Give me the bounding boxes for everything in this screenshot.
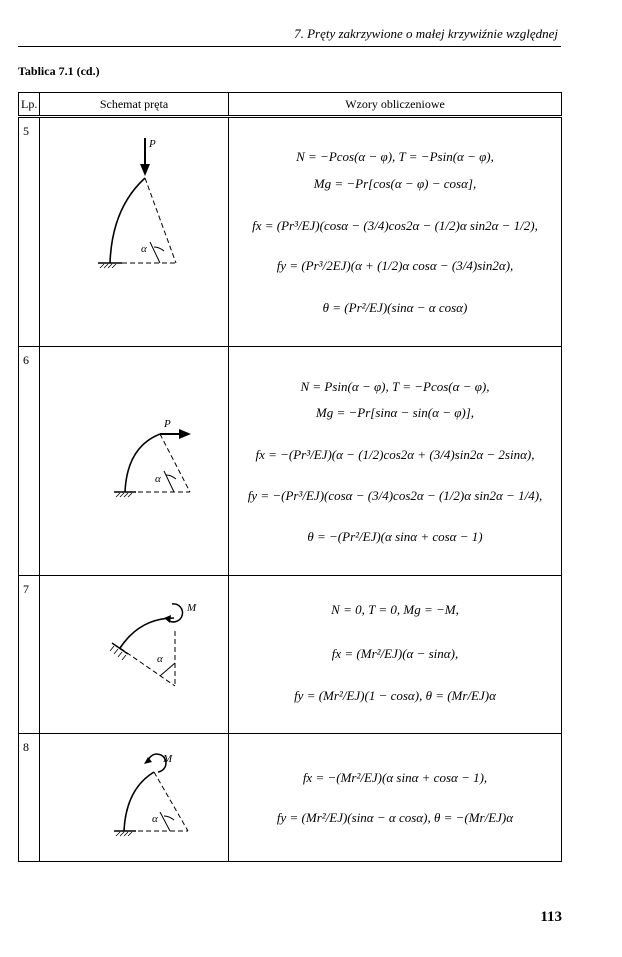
curved-beam-diagram (40, 576, 228, 734)
formula-line: fx = −(Mr²/EJ)(α sinα + cosα − 1), (302, 770, 488, 785)
formulas-cell (229, 734, 562, 862)
page-number: 113 (540, 909, 562, 925)
beam-scheme (40, 734, 229, 862)
running-header: 7. Pręty zakrzywione o małej krzywiźnie względnej (294, 26, 558, 41)
row-number: 6 (19, 347, 40, 576)
angle-label: α (157, 653, 163, 665)
load-label: M (187, 602, 197, 614)
formula-line: fy = (Mr²/EJ)(sinα − α cosα), θ = −(Mr/EJ)α (276, 810, 514, 825)
row-number: 8 (19, 734, 40, 862)
formula-line: Mg = −Pr[sinα − sin(α − φ)], (315, 405, 475, 420)
formulas-cell (229, 347, 562, 576)
formulas-cell (229, 117, 562, 347)
formula-line: N = Psin(α − φ), T = −Pcos(α − φ), (300, 379, 490, 394)
table-row (19, 347, 562, 576)
table-row (19, 117, 562, 347)
load-arrow (140, 164, 150, 176)
curved-beam-diagram (40, 734, 228, 862)
load-arrow (179, 429, 191, 439)
fixed-support-hatch (110, 643, 128, 660)
formula-line: θ = −(Pr²/EJ)(α sinα + cosα − 1) (307, 529, 483, 544)
col-header-formulas: Wzory obliczeniowe (229, 93, 562, 117)
beam-scheme (40, 576, 229, 734)
load-label: M (163, 753, 173, 765)
formula-table (18, 92, 562, 862)
formula-line: fy = −(Pr³/EJ)(cosα − (3/4)cos2α − (1/2)α sin2α − 1/4), (247, 488, 543, 503)
formula-line: fy = (Mr²/EJ)(1 − cosα), θ = (Mr/EJ)α (294, 688, 496, 703)
beam-scheme (40, 117, 229, 347)
row-number: 7 (19, 576, 40, 734)
fixed-support-hatch (116, 493, 132, 497)
formula-line: Mg = −Pr[cos(α − φ) − cosα], (313, 176, 477, 191)
formulas-cell (229, 576, 562, 734)
formula-line: fx = −(Pr³/EJ)(α − (1/2)cos2α + (3/4)sin2α − 2sinα), (255, 447, 535, 462)
table-row (19, 734, 562, 862)
load-label: P (164, 418, 171, 430)
formula-line: fx = (Pr³/EJ)(cosα − (3/4)cos2α − (1/2)α sin2α − 1/2), (252, 218, 538, 233)
col-header-scheme: Schemat pręta (40, 93, 229, 117)
header-rule (18, 46, 561, 47)
formula-line: θ = (Pr²/EJ)(sinα − α cosα) (322, 300, 468, 315)
table-row (19, 576, 562, 734)
load-label: P (149, 138, 156, 150)
col-header-lp: Lp. (19, 93, 40, 117)
angle-label: α (155, 473, 161, 485)
row-number: 5 (19, 117, 40, 347)
fixed-support-hatch (116, 832, 132, 836)
curved-beam-diagram (40, 118, 228, 348)
formula-line: fy = (Pr³/2EJ)(α + (1/2)α cosα − (3/4)sin2α), (276, 258, 514, 273)
fixed-support-hatch (100, 264, 116, 268)
curved-beam-diagram (40, 347, 228, 576)
table-title: Tablica 7.1 (cd.) (18, 64, 100, 78)
formula-line: N = −Pcos(α − φ), T = −Psin(α − φ), (296, 149, 494, 164)
formula-line: fx = (Mr²/EJ)(α − sinα), (331, 646, 459, 661)
angle-label: α (152, 813, 158, 825)
beam-scheme (40, 347, 229, 576)
formula-line: N = 0, T = 0, Mg = −M, (331, 602, 459, 617)
angle-label: α (141, 243, 147, 255)
